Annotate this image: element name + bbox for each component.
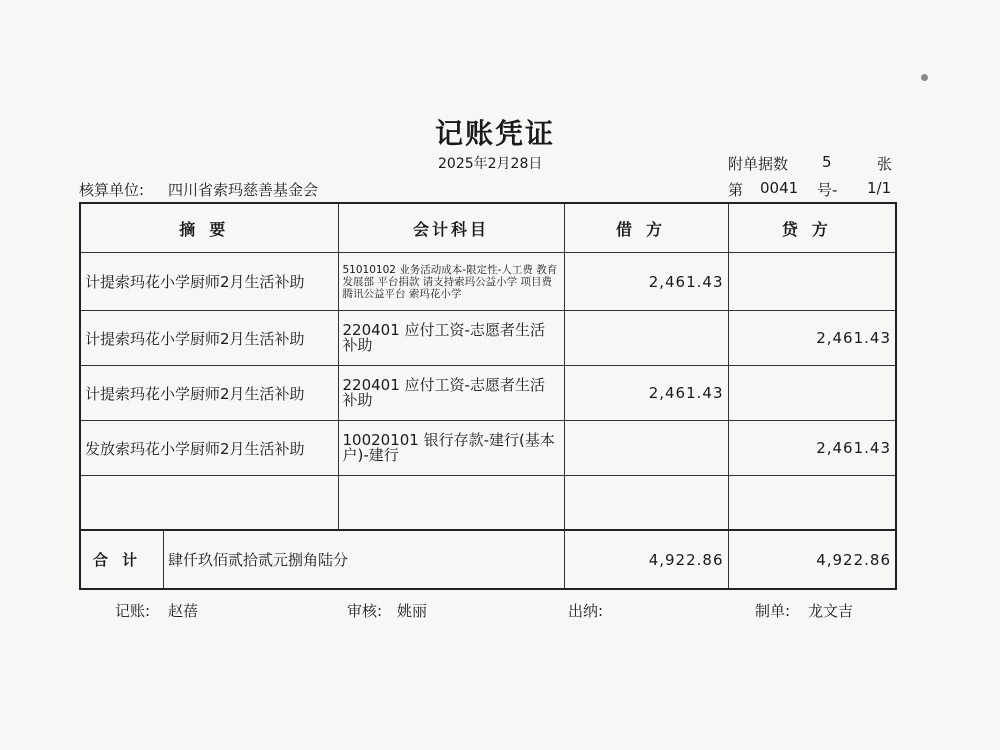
entry-summary bbox=[80, 476, 338, 531]
reviewer-label: 审核: bbox=[347, 602, 383, 620]
table-row bbox=[80, 366, 896, 421]
entry-debit: 2,461.43 bbox=[564, 366, 728, 421]
attachment-unit: 张 bbox=[877, 155, 893, 173]
page-indicator: 1/1 bbox=[867, 179, 892, 197]
cashier-label: 出纳: bbox=[568, 602, 604, 620]
maker-name: 龙文吉 bbox=[808, 602, 854, 620]
entry-summary: 计提索玛花小学厨师2月生活补助 bbox=[80, 253, 338, 311]
entry-debit bbox=[564, 421, 728, 476]
voucher-title: 记账凭证 bbox=[434, 117, 555, 150]
entry-credit bbox=[728, 366, 896, 421]
total-row bbox=[80, 530, 896, 589]
total-credit: 4,922.86 bbox=[728, 530, 896, 589]
header-debit: 借方 bbox=[564, 203, 728, 253]
scan-speck bbox=[921, 74, 928, 81]
entry-account: 220401 应付工资-志愿者生活补助 bbox=[338, 311, 564, 366]
entry-debit bbox=[564, 476, 728, 531]
entry-summary: 计提索玛花小学厨师2月生活补助 bbox=[80, 366, 338, 421]
total-label: 合计 bbox=[81, 531, 164, 588]
entry-account: 220401 应付工资-志愿者生活补助 bbox=[338, 366, 564, 421]
reviewer-name: 姚丽 bbox=[397, 602, 428, 620]
voucher-date: 2025年2月28日 bbox=[438, 156, 543, 172]
entry-account bbox=[338, 476, 564, 531]
entry-summary: 发放索玛花小学厨师2月生活补助 bbox=[80, 421, 338, 476]
number-suffix: 号- bbox=[817, 181, 838, 199]
total-cell bbox=[80, 530, 564, 589]
number-prefix: 第 bbox=[728, 181, 744, 199]
header-credit: 贷方 bbox=[728, 203, 896, 253]
voucher-table bbox=[79, 202, 897, 590]
unit-name: 四川省索玛慈善基金会 bbox=[168, 181, 319, 199]
attachment-count: 5 bbox=[822, 153, 832, 171]
entry-summary: 计提索玛花小学厨师2月生活补助 bbox=[80, 311, 338, 366]
header-account: 会计科目 bbox=[338, 203, 564, 253]
entry-debit: 2,461.43 bbox=[564, 253, 728, 311]
maker-label: 制单: bbox=[755, 602, 791, 620]
entry-debit bbox=[564, 311, 728, 366]
table-row bbox=[80, 311, 896, 366]
header-summary: 摘要 bbox=[80, 203, 338, 253]
total-amount-words: 肆仟玖佰贰拾贰元捌角陆分 bbox=[168, 551, 349, 569]
unit-label: 核算单位: bbox=[79, 181, 145, 199]
voucher-number: 0041 bbox=[760, 179, 799, 197]
entry-credit: 2,461.43 bbox=[728, 311, 896, 366]
entry-account: 51010102 业务活动成本-限定性-人工费 教育发展部 平台捐款 请支持索玛公益小学 项目费 腾讯公益平台 索玛花小学 bbox=[338, 253, 564, 311]
bookkeeper-name: 赵蓓 bbox=[168, 602, 199, 620]
bookkeeper-label: 记账: bbox=[115, 602, 151, 620]
table-row bbox=[80, 253, 896, 311]
entry-credit: 2,461.43 bbox=[728, 421, 896, 476]
entry-account: 10020101 银行存款-建行(基本户)-建行 bbox=[338, 421, 564, 476]
table-row bbox=[80, 421, 896, 476]
total-debit: 4,922.86 bbox=[564, 530, 728, 589]
attachment-label: 附单据数 bbox=[728, 155, 789, 173]
header-row bbox=[80, 203, 896, 253]
table-row-empty bbox=[80, 476, 896, 531]
entry-credit bbox=[728, 253, 896, 311]
entry-credit bbox=[728, 476, 896, 531]
